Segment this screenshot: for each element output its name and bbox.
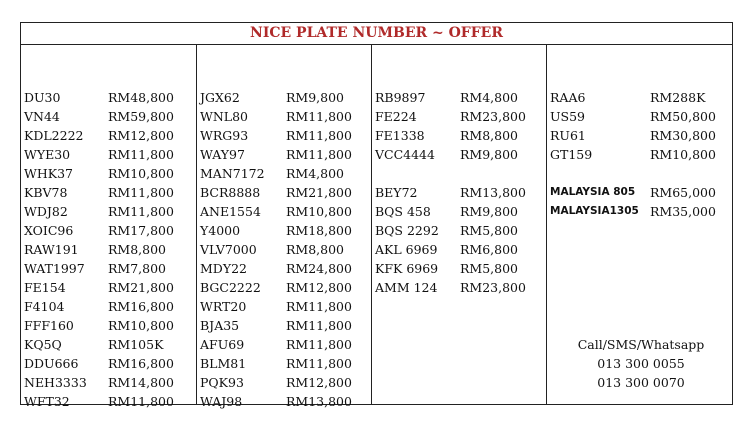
plate-price: RM10,800 <box>108 166 174 181</box>
plate-row <box>200 278 371 297</box>
plate-price: RM9,800 <box>460 204 518 219</box>
plate-price: RM48,800 <box>108 90 174 105</box>
plate-price: RM11,800 <box>286 337 352 352</box>
plate-price: RM59,800 <box>108 109 174 124</box>
plate-row <box>24 145 196 164</box>
plate-price: RM105K <box>108 337 164 352</box>
plate-number: FE1338 <box>375 128 425 143</box>
plate-number: VN44 <box>24 109 60 124</box>
plate-price: RM12,800 <box>286 375 352 390</box>
plate-number: ANE1554 <box>200 204 261 219</box>
plate-row <box>24 392 196 411</box>
plate-row <box>550 107 734 126</box>
plate-price: RM30,800 <box>650 128 716 143</box>
plate-row <box>200 221 371 240</box>
plate-row <box>24 354 196 373</box>
plate-number: NEH3333 <box>24 375 87 390</box>
plate-price: RM4,800 <box>286 166 344 181</box>
plate-row <box>375 88 546 107</box>
plate-price: RM288K <box>650 90 706 105</box>
plate-row <box>24 316 196 335</box>
column-3 <box>371 45 546 404</box>
plate-row <box>200 88 371 107</box>
plate-price: RM11,800 <box>286 356 352 371</box>
contact-info <box>547 335 735 392</box>
page-title: NICE PLATE NUMBER ~ OFFER <box>21 23 732 45</box>
plate-price: RM10,800 <box>286 204 352 219</box>
plate-row <box>24 221 196 240</box>
plate-number: WRG93 <box>200 128 249 143</box>
plate-row <box>550 126 734 145</box>
plate-list <box>375 88 546 297</box>
plate-list <box>24 88 196 411</box>
plate-number: FFF160 <box>24 318 74 333</box>
plate-row <box>375 278 546 297</box>
plate-row <box>375 221 546 240</box>
plate-number: WAJ98 <box>200 394 243 409</box>
plate-row <box>200 354 371 373</box>
plate-number: RAA6 <box>550 90 586 105</box>
plate-row <box>200 373 371 392</box>
plate-number: VCC4444 <box>375 147 435 162</box>
plate-price: RM17,800 <box>108 223 174 238</box>
plate-number: MALAYSIA1305 <box>550 205 639 217</box>
plate-number: BQS 458 <box>375 204 431 219</box>
column-2 <box>196 45 371 409</box>
plate-row <box>550 145 734 164</box>
plate-row <box>24 278 196 297</box>
plate-price: RM11,800 <box>286 299 352 314</box>
plate-number: WAY97 <box>200 147 245 162</box>
plate-number: KDL2222 <box>24 128 84 143</box>
plate-number: PQK93 <box>200 375 244 390</box>
plate-number: DU30 <box>24 90 61 105</box>
plate-row <box>550 88 734 107</box>
plate-price: RM11,800 <box>286 128 352 143</box>
phone-number: 013 300 0070 <box>597 375 685 390</box>
plate-row <box>200 297 371 316</box>
plate-row <box>200 240 371 259</box>
plate-price: RM11,800 <box>108 185 174 200</box>
plate-row <box>200 335 371 354</box>
plate-row <box>24 335 196 354</box>
plate-price: RM9,800 <box>286 90 344 105</box>
plate-number: JGX62 <box>200 90 240 105</box>
plate-number: KFK 6969 <box>375 261 439 276</box>
plate-number: WRT20 <box>200 299 247 314</box>
plate-number: DDU666 <box>24 356 79 371</box>
row-gap <box>375 164 546 183</box>
plate-row <box>200 316 371 335</box>
plate-row <box>200 259 371 278</box>
plate-number: BQS 2292 <box>375 223 439 238</box>
plate-price: RM65,000 <box>650 185 716 200</box>
plate-number: VLV7000 <box>200 242 257 257</box>
plate-price: RM4,800 <box>460 90 518 105</box>
plate-price: RM11,800 <box>286 318 352 333</box>
plate-price: RM23,800 <box>460 280 526 295</box>
plate-list <box>200 88 371 411</box>
plate-number: WAT1997 <box>24 261 85 276</box>
offer-table <box>20 22 733 409</box>
plate-number: F4104 <box>24 299 65 314</box>
plate-row <box>375 202 546 221</box>
contact-label: Call/SMS/Whatsapp <box>577 337 705 352</box>
plate-price: RM8,800 <box>286 242 344 257</box>
plate-price: RM6,800 <box>460 242 518 257</box>
plate-row <box>375 183 546 202</box>
plate-number: AFU69 <box>200 337 245 352</box>
plate-number: MALAYSIA 805 <box>550 186 636 198</box>
plate-price: RM23,800 <box>460 109 526 124</box>
plate-row <box>375 145 546 164</box>
plate-price: RM18,800 <box>286 223 352 238</box>
plate-number: XOIC96 <box>24 223 74 238</box>
plate-price: RM12,800 <box>286 280 352 295</box>
plate-price: RM8,800 <box>460 128 518 143</box>
plate-number: AKL 6969 <box>375 242 438 257</box>
plate-row <box>375 240 546 259</box>
plate-price: RM24,800 <box>286 261 352 276</box>
plate-number: RU61 <box>550 128 586 143</box>
plate-row <box>24 164 196 183</box>
column-1 <box>21 45 196 409</box>
plate-number: BJA35 <box>200 318 240 333</box>
plate-price: RM5,800 <box>460 223 518 238</box>
plate-price: RM9,800 <box>460 147 518 162</box>
plate-row <box>24 373 196 392</box>
plate-price: RM7,800 <box>108 261 166 276</box>
plate-row <box>550 183 734 202</box>
plate-price: RM16,800 <box>108 299 174 314</box>
plate-row <box>375 126 546 145</box>
plate-price: RM10,800 <box>650 147 716 162</box>
plate-number: KQ5Q <box>24 337 62 352</box>
plate-number: BGC2222 <box>200 280 261 295</box>
plate-price: RM14,800 <box>108 375 174 390</box>
plate-number: BLM81 <box>200 356 247 371</box>
plate-number: MAN7172 <box>200 166 265 181</box>
plate-price: RM21,800 <box>108 280 174 295</box>
plate-row <box>24 259 196 278</box>
plate-number: BCR8888 <box>200 185 261 200</box>
plate-number: WHK37 <box>24 166 73 181</box>
plate-row <box>24 126 196 145</box>
phone-number: 013 300 0055 <box>597 356 685 371</box>
plate-row <box>200 126 371 145</box>
plate-list <box>550 88 734 221</box>
plate-number: AMM 124 <box>375 280 438 295</box>
plate-price: RM21,800 <box>286 185 352 200</box>
plate-price: RM13,800 <box>286 394 352 409</box>
plate-row <box>375 259 546 278</box>
plate-row <box>24 297 196 316</box>
plate-price: RM16,800 <box>108 356 174 371</box>
plate-row <box>200 107 371 126</box>
plate-price: RM50,800 <box>650 109 716 124</box>
plate-row <box>200 183 371 202</box>
plate-number: RB9897 <box>375 90 426 105</box>
plate-row <box>375 107 546 126</box>
plate-price: RM12,800 <box>108 128 174 143</box>
plate-number: US59 <box>550 109 586 124</box>
plate-price: RM11,800 <box>108 394 174 409</box>
plate-number: WFT32 <box>24 394 70 409</box>
plate-price: RM11,800 <box>108 204 174 219</box>
plate-row <box>200 145 371 164</box>
plate-number: FE154 <box>24 280 66 295</box>
row-gap <box>550 164 734 183</box>
plate-price: RM10,800 <box>108 318 174 333</box>
plate-number: Y4000 <box>200 223 241 238</box>
plate-price: RM35,000 <box>650 204 716 219</box>
plate-row <box>24 107 196 126</box>
plate-price: RM13,800 <box>460 185 526 200</box>
plate-row <box>200 164 371 183</box>
plate-number: MDY22 <box>200 261 247 276</box>
plate-price: RM11,800 <box>286 109 352 124</box>
plate-number: WDJ82 <box>24 204 68 219</box>
column-4 <box>546 45 734 404</box>
plate-row <box>24 88 196 107</box>
plate-price: RM11,800 <box>108 147 174 162</box>
plate-row <box>24 202 196 221</box>
plate-row <box>24 183 196 202</box>
plate-price: RM8,800 <box>108 242 166 257</box>
plate-price: RM11,800 <box>286 147 352 162</box>
plate-row <box>550 202 734 221</box>
plate-number: KBV78 <box>24 185 68 200</box>
plate-number: RAW191 <box>24 242 79 257</box>
plate-number: BEY72 <box>375 185 418 200</box>
plate-number: WNL80 <box>200 109 248 124</box>
plate-row <box>200 392 371 411</box>
plate-number: FE224 <box>375 109 417 124</box>
plate-price: RM5,800 <box>460 261 518 276</box>
plate-row <box>200 202 371 221</box>
plate-number: GT159 <box>550 147 593 162</box>
plate-row <box>24 240 196 259</box>
plate-number: WYE30 <box>24 147 71 162</box>
